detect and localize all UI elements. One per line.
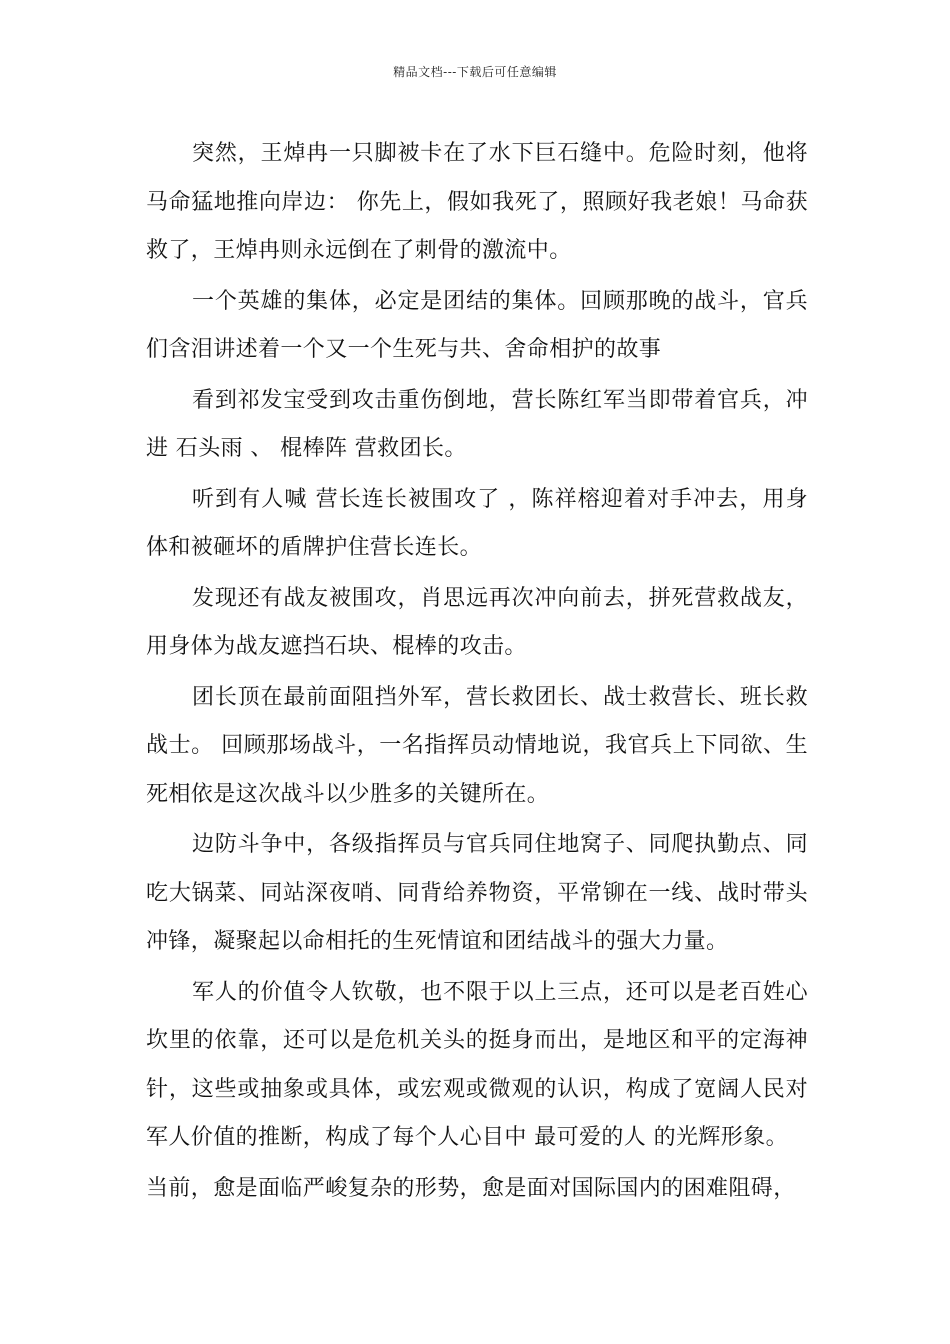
document-body (146, 130, 808, 1215)
paragraph: 当前，愈是面临严峻复杂的形势，愈是面对国际国内的困难阻碍， (146, 1175, 796, 1201)
paragraph: 边防斗争中，各级指挥员与官兵同住地窝子、同爬执勤点、同吃大锅菜、同站深夜哨、同背给养物资，平常铆在一线、战时带头冲锋，凝聚起以命相托的生死情谊和团结战斗的强大力量。 (146, 832, 808, 954)
paragraph: 军人的价值令人钦敬，也不限于以上三点，还可以是老百姓心坎里的依靠，还可以是危机关头的挺身而出，是地区和平的定海神针，这些或抽象或具体，或宏观或微观的认识，构成了宽阔人民对军人价值的推断，构成了每个人心目中 最可爱的人 的光辉形象。 (146, 979, 808, 1150)
paragraph: 看到祁发宝受到攻击重伤倒地，营长陈红军当即带着官兵，冲进 石头雨 、 棍棒阵 营救团长。 (146, 387, 808, 461)
paragraph: 团长顶在最前面阻挡外军，营长救团长、战士救营长、班长救战士。 回顾那场战斗，一名指挥员动情地说，我官兵上下同欲、生死相依是这次战斗以少胜多的关键所在。 (146, 684, 808, 807)
paragraph: 突然，王焯冉一只脚被卡在了水下巨石缝中。危险时刻，他将马命猛地推向岸边： 你先上，假如我死了，照顾好我老娘！马命获救了，王焯冉则永远倒在了刺骨的激流中。 (146, 141, 808, 263)
paragraph: 听到有人喊 营长连长被围攻了 ，陈祥榕迎着对手冲去，用身体和被砸坏的盾牌护住营长连长。 (146, 486, 808, 560)
paragraph: 发现还有战友被围攻，肖思远再次冲向前去，拼死营救战友，用身体为战友遮挡石块、棍棒的攻击。 (146, 585, 808, 659)
paragraph: 一个英雄的集体，必定是团结的集体。回顾那晚的战斗，官兵们含泪讲述着一个又一个生死与共、舍命相护的故事 (146, 288, 808, 362)
page-header: 精品文档---下载后可任意编辑 (393, 65, 557, 79)
